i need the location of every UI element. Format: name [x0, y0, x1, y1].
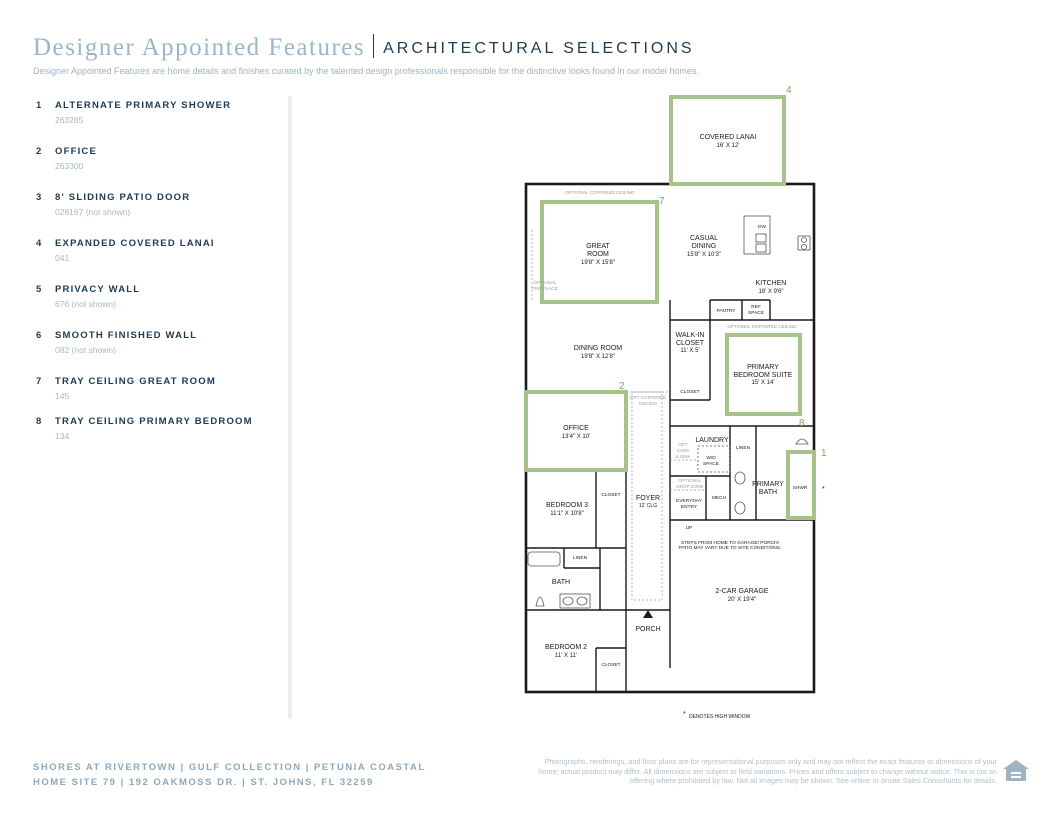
room-walk-in-closet: WALK-IN: [675, 332, 705, 339]
floor-plan: [520, 84, 830, 724]
room-foyer: FOYER: [635, 495, 661, 502]
room-covered-lanai: COVERED LANAI: [699, 134, 757, 141]
label-dishwasher: DW: [758, 225, 766, 230]
label-optional-coffered: OPTIONAL COFFERED CEILING: [727, 324, 797, 329]
label-optional-coffered: OPTIONAL COFFERED CEILING: [565, 190, 635, 195]
room-primary-suite-2: BEDROOM SUITE: [733, 372, 793, 379]
page-title: Designer Appointed Features: [33, 34, 366, 61]
feature-number: 6: [36, 330, 42, 341]
feature-code: 263285: [55, 115, 84, 125]
room-garage-size: 20' X 19'4": [727, 597, 757, 603]
legend-asterisk: *: [683, 711, 686, 718]
feature-name: PRIVACY WALL: [55, 284, 141, 295]
high-window-asterisk: *: [822, 486, 825, 493]
feature-code: 145: [55, 391, 70, 401]
feature-name: TRAY CEILING GREAT ROOM: [55, 376, 216, 387]
feature-number: 7: [36, 376, 42, 387]
room-bedroom-2-size: 11' X 11': [554, 653, 578, 659]
feature-name: OFFICE: [55, 146, 98, 157]
room-great-room: GREAT: [586, 243, 610, 250]
page-subtitle: Designer Appointed Features are home details and finishes curated by the talented design professionals responsible for the distinctive looks found in our model homes.: [33, 66, 699, 76]
community-line: SHORES AT RIVERTOWN | GULF COLLECTION | PETUNIA COASTAL: [33, 762, 426, 773]
label-shower: SHWR: [792, 486, 808, 491]
feature-code: 041: [55, 253, 70, 263]
marker-8: 8: [799, 418, 805, 429]
marker-2: 2: [619, 381, 625, 392]
marker-1: 1: [821, 448, 827, 459]
column-divider: [288, 96, 292, 718]
marker-4: 4: [786, 85, 792, 96]
feature-code: 134: [55, 431, 70, 441]
feature-name: EXPANDED COVERED LANAI: [55, 238, 215, 249]
label-linen: LINEN: [572, 556, 588, 561]
label-ref: REF: [751, 305, 761, 310]
label-pantry: PANTRY: [716, 309, 736, 314]
section-title: ARCHITECTURAL SELECTIONS: [383, 40, 695, 57]
community-info: [33, 760, 426, 790]
room-bath: BATH: [551, 579, 571, 586]
feature-code: 263300: [55, 161, 84, 171]
feature-code: 082 (not shown): [55, 345, 116, 355]
room-bedroom-2: BEDROOM 2: [544, 644, 588, 651]
feature-name: 8' SLIDING PATIO DOOR: [55, 192, 191, 203]
feature-code: 026167 (not shown): [55, 207, 131, 217]
legend-high-window: DENOTES HIGH WINDOW: [689, 714, 751, 720]
legal-disclaimer: Photographs, renderings, and floor plans are for representational purposes only and may not reflect the exact features or dimensions of your home; actual product may differ. All dimensions are subject to field variations. Prices and offers subject to change without notice. This is not an offering where prohibited by law. Not all images may be shown. See online or onsite Sales Consultants for details.: [538, 757, 997, 785]
feature-number: 8: [36, 416, 42, 427]
feature-code: 676 (not shown): [55, 299, 116, 309]
homesite-line: HOME SITE 79 | 192 OAKMOSS DR. | ST. JOHNS, FL 32259: [33, 777, 374, 788]
label-optional-fireplace: OPTIONAL: [533, 280, 557, 285]
room-casual-dining-size: 15'8" X 10'3": [687, 252, 721, 258]
feature-number: 2: [36, 146, 42, 157]
label-linen: LINEN: [735, 446, 751, 451]
label-steps-note-2: PATIO MAY VARY DUE TO SITE CONDITIONS.: [678, 546, 782, 551]
room-casual-dining: CASUAL: [689, 235, 719, 242]
feature-name: TRAY CEILING PRIMARY BEDROOM: [55, 416, 253, 427]
page-header: [33, 34, 695, 62]
feature-number: 5: [36, 284, 42, 295]
label-opt-ceiling-2: CEILING: [638, 401, 658, 406]
room-laundry: LAUNDRY: [695, 437, 729, 444]
label-closet: CLOSET: [601, 493, 621, 498]
feature-name: SMOOTH FINISHED WALL: [55, 330, 198, 341]
entry-arrow-icon: [643, 610, 653, 618]
label-wd-space-2: SPACE: [703, 462, 719, 467]
room-office: OFFICE: [563, 425, 589, 432]
room-bedroom-3: BEDROOM 3: [545, 502, 589, 509]
room-primary-suite-size: 15' X 14': [751, 380, 775, 386]
label-opt-cabs-2: CABS: [676, 448, 690, 453]
room-kitchen-size: 18' X 9'6": [758, 289, 784, 295]
room-dining-room-size: 19'8" X 12'8": [581, 354, 615, 360]
room-garage: 2-CAR GARAGE: [715, 588, 769, 595]
room-porch: PORCH: [635, 626, 661, 633]
room-casual-dining-2: DINING: [691, 243, 717, 250]
equal-housing-logo-icon: [1001, 758, 1031, 784]
label-steps-note: STEPS FROM HOME TO GARAGE/ PORCH/: [681, 541, 779, 546]
label-wd-space: W/D: [706, 456, 716, 461]
label-mech: MECH: [711, 496, 727, 501]
room-covered-lanai-size: 16' X 12': [716, 143, 740, 149]
room-walk-in-closet-size: 11' X 5': [680, 348, 700, 354]
room-walk-in-closet-2: CLOSET: [675, 340, 705, 347]
feature-number: 1: [36, 100, 42, 111]
highlight-alternate-shower: [788, 452, 814, 518]
feature-name: ALTERNATE PRIMARY SHOWER: [55, 100, 232, 111]
feature-number: 4: [36, 238, 42, 249]
label-optional-drop-zone-2: DROP ZONE: [676, 484, 704, 489]
marker-7: 7: [659, 196, 665, 207]
room-dining-room: DINING ROOM: [573, 345, 623, 352]
label-opt-ceiling: OPT COFFERED: [630, 395, 666, 400]
label-closet: CLOSET: [680, 390, 700, 395]
room-primary-suite: PRIMARY: [747, 364, 779, 371]
label-everyday-entry: EVERYDAY: [676, 499, 702, 504]
label-optional-fireplace-2: FIREPLACE: [532, 286, 558, 291]
title-separator: [373, 34, 374, 58]
room-primary-bath: PRIMARY: [752, 481, 784, 488]
room-office-size: 13'4" X 10': [561, 434, 591, 440]
label-ref-space: SPACE: [748, 311, 764, 316]
label-optional-drop-zone: OPTIONAL: [678, 478, 702, 483]
feature-number: 3: [36, 192, 42, 203]
room-kitchen: KITCHEN: [755, 280, 787, 287]
label-opt-cabs: OPT: [678, 442, 688, 447]
label-closet: CLOSET: [601, 663, 621, 668]
room-great-room-2: ROOM: [587, 251, 609, 258]
room-bedroom-3-size: 11'1" X 10'8": [550, 511, 584, 517]
room-primary-bath-2: BATH: [758, 489, 778, 496]
room-great-room-size: 19'8" X 15'8": [581, 260, 615, 266]
label-everyday-entry-2: ENTRY: [680, 505, 698, 510]
room-foyer-ceiling: 12' CLG: [638, 503, 658, 509]
label-up: UP: [685, 526, 693, 531]
label-opt-cabs-3: & SINK: [675, 454, 691, 459]
